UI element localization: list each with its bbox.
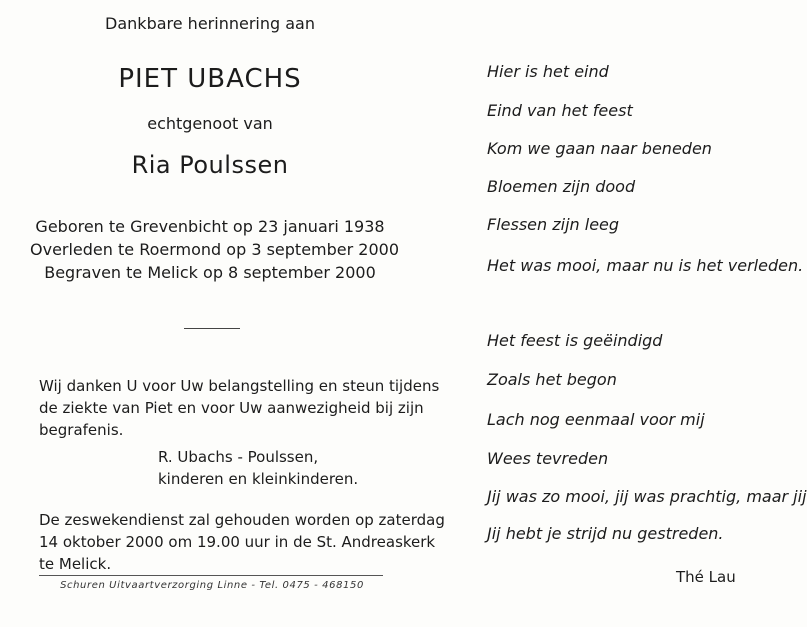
poem-line: Bloemen zijn dood <box>487 177 636 196</box>
deceased-name: PIET UBACHS <box>118 64 302 94</box>
birth-line: Geboren te Grevenbicht op 23 januari 1938 <box>35 217 385 236</box>
poem-line: Lach nog eenmaal voor mij <box>487 410 705 429</box>
footer-rule <box>39 575 383 576</box>
poem-line: Zoals het begon <box>487 370 617 389</box>
poem-line: Flessen zijn leeg <box>487 215 620 234</box>
poem-line: Het feest is geëindigd <box>487 331 663 350</box>
divider <box>184 328 240 329</box>
poem-line: Jij hebt je strijd nu gestreden. <box>487 524 724 543</box>
death-line: Overleden te Roermond op 3 september 2000 <box>30 240 400 259</box>
service-line: De zeswekendienst zal gehouden worden op zaterdag <box>39 511 445 529</box>
poem-line: Hier is het eind <box>487 62 609 81</box>
poem-author: Thé Lau <box>676 568 736 586</box>
poem-line: Wees tevreden <box>487 449 609 468</box>
poem-line: Jij was zo mooi, jij was prachtig, maar jij <box>487 487 807 506</box>
service-line: 14 oktober 2000 om 19.00 uur in de St. Andreaskerk <box>39 533 436 551</box>
poem-line: Het was mooi, maar nu is het verleden. <box>487 256 804 275</box>
family-line: kinderen en kleinkinderen. <box>158 470 359 488</box>
thanks-line: de ziekte van Piet en voor Uw aanwezigheid bij zijn <box>39 399 424 417</box>
spouse-label: echtgenoot van <box>147 114 273 133</box>
funeral-director-footer: Schuren Uitvaartverzorging Linne - Tel. 0475 - 468150 <box>60 580 364 591</box>
poem-line: Kom we gaan naar beneden <box>487 139 712 158</box>
thanks-line: Wij danken U voor Uw belangstelling en steun tijdens <box>39 377 440 395</box>
intro-line: Dankbare herinnering aan <box>105 14 315 33</box>
thanks-line: begrafenis. <box>39 421 124 439</box>
family-line: R. Ubachs - Poulssen, <box>158 448 319 466</box>
service-line: te Melick. <box>39 555 112 573</box>
burial-line: Begraven te Melick op 8 september 2000 <box>44 263 376 282</box>
spouse-name: Ria Poulssen <box>131 151 289 179</box>
poem-line: Eind van het feest <box>487 101 633 120</box>
